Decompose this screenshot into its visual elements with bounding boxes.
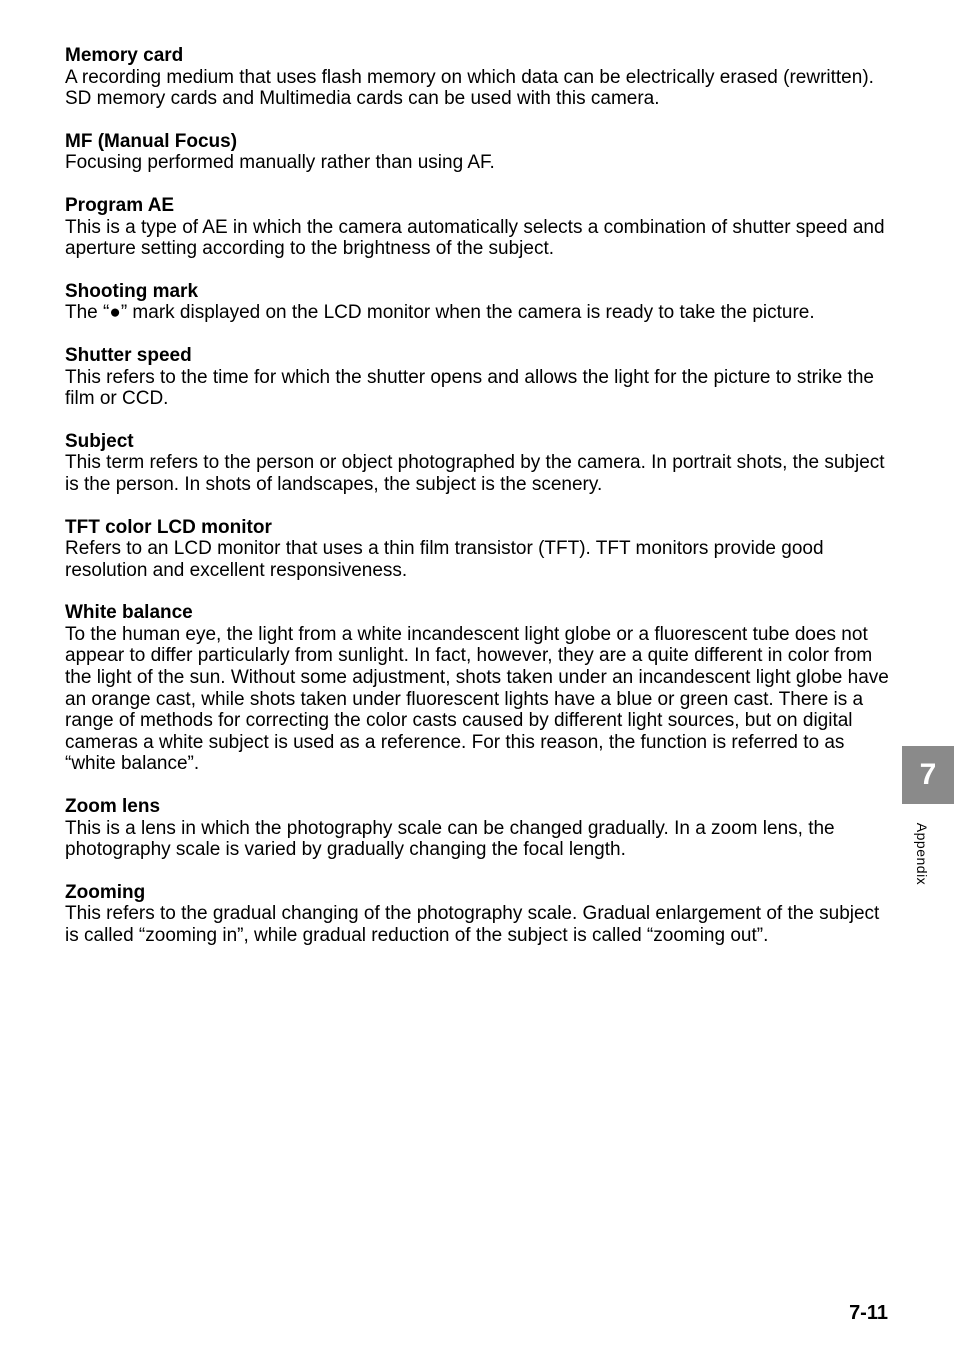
page-number: 7-11	[849, 1302, 888, 1324]
glossary-list	[65, 45, 895, 968]
term-heading: MF (Manual Focus)	[65, 130, 238, 152]
glossary-entry-zooming	[65, 882, 895, 947]
term-heading: Subject	[65, 430, 134, 452]
term-heading: Shutter speed	[65, 344, 192, 366]
term-definition: This refers to the time for which the shutter opens and allows the light for the picture to strike the film or CCD.	[65, 366, 874, 410]
chapter-tab: 7	[902, 746, 954, 804]
term-definition: This is a lens in which the photography scale can be changed gradually. In a zoom lens, the photography scale is varied by gradually changing the focal length.	[65, 817, 835, 861]
glossary-entry-shutter-speed	[65, 345, 895, 410]
term-heading: White balance	[65, 602, 193, 624]
term-definition: The “●” mark displayed on the LCD monitor when the camera is ready to take the picture.	[65, 302, 815, 324]
term-heading: Zooming	[65, 881, 146, 903]
glossary-entry-manual-focus	[65, 131, 895, 174]
glossary-entry-zoom-lens	[65, 796, 895, 861]
term-definition: Refers to an LCD monitor that uses a thin film transistor (TFT). TFT monitors provide good resolution and excellent responsiveness.	[65, 538, 824, 581]
glossary-entry-subject	[65, 431, 895, 496]
glossary-entry-program-ae	[65, 195, 895, 260]
term-definition: Focusing performed manually rather than using AF.	[65, 152, 495, 174]
chapter-label: Appendix	[914, 822, 930, 886]
term-definition: This term refers to the person or object photographed by the camera. In portrait shots, the subject is the person. In shots of landscapes, the subject is the scenery.	[65, 452, 885, 495]
term-definition: To the human eye, the light from a white incandescent light globe or a fluorescent tube does not appear to differ particularly from sunlight. In fact, however, they are a quite different in color from the light of the sun. Without some adjustment, shots taken under an incandescent light globe have an orange cast, while shots taken under fluorescent lights have a blue or green cast. There is a range of methods for correcting the color casts caused by different light sources, but on digital cameras a white subject is used as a reference. For this reason, the function is referred to as “white balance”.	[65, 623, 889, 775]
term-heading: Zoom lens	[65, 796, 161, 818]
glossary-entry-memory-card	[65, 45, 895, 110]
term-heading: Shooting mark	[65, 280, 199, 302]
term-heading: Memory card	[65, 45, 184, 66]
term-definition: A recording medium that uses flash memory on which data can be electrically erased (rewritten). SD memory cards and Multimedia cards can be used with this camera.	[65, 66, 874, 110]
glossary-entry-shooting-mark	[65, 281, 895, 324]
term-definition: This refers to the gradual changing of the photography scale. Gradual enlargement of the subject is called “zooming in”, while gradual reduction of the subject is called “zooming out”.	[65, 903, 880, 946]
term-heading: Program AE	[65, 194, 175, 216]
glossary-entry-white-balance	[65, 602, 895, 775]
term-heading: TFT color LCD monitor	[65, 516, 272, 538]
glossary-entry-tft-lcd	[65, 517, 895, 582]
term-definition: This is a type of AE in which the camera automatically selects a combination of shutter speed and aperture setting according to the brightness of the subject.	[65, 216, 885, 260]
